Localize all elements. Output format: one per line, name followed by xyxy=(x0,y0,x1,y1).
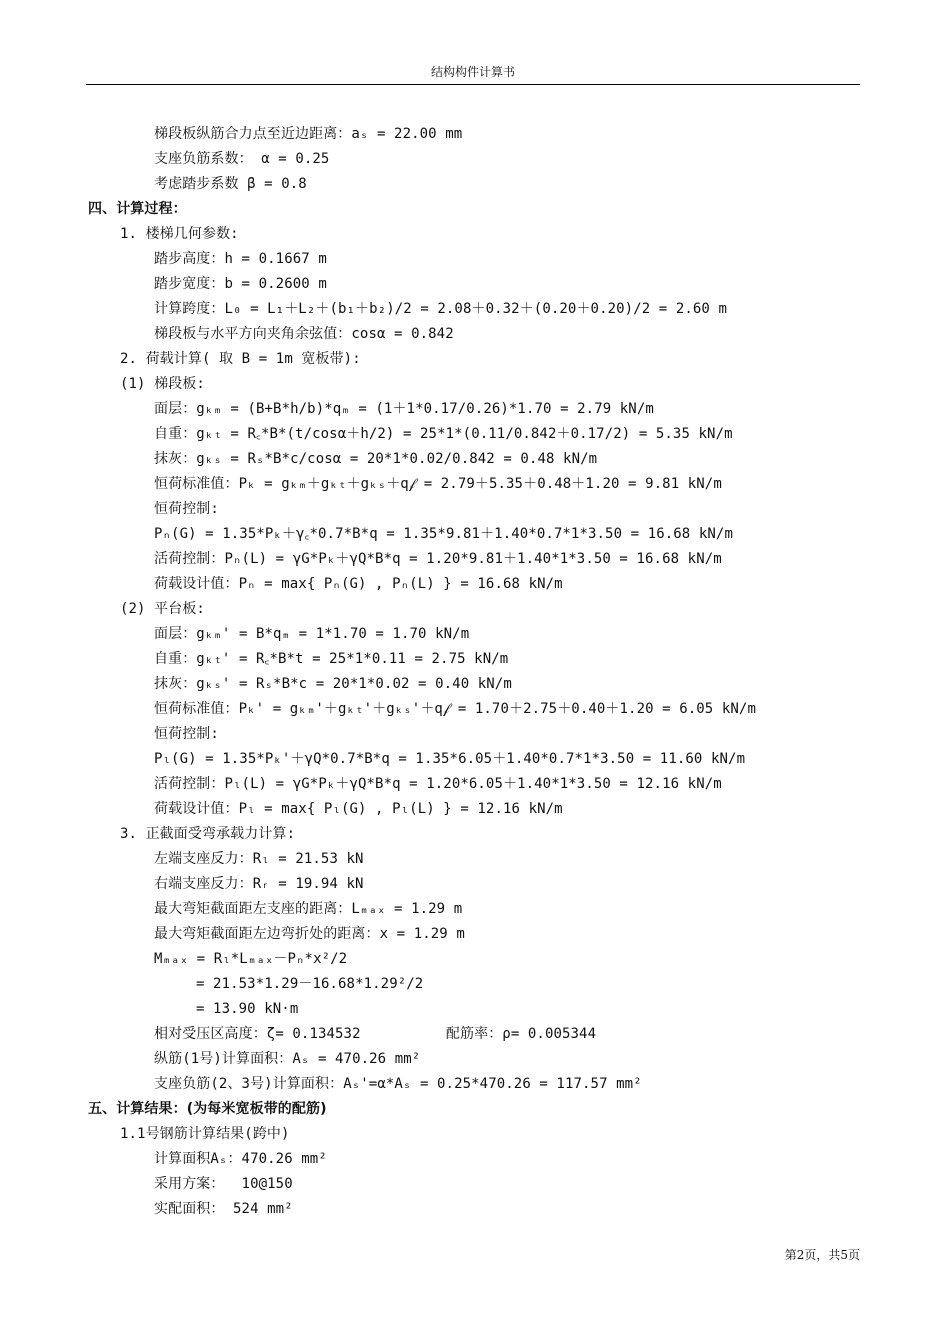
subsection-heading: 2. 荷载计算( 取 B = 1m 宽板带): xyxy=(120,351,361,367)
section-heading: 四、计算过程： xyxy=(88,201,187,217)
text-line: 恒荷标准值：Pₖ' = gₖₘ'＋gₖₜ'＋gₖₛ'＋q𝒻 = 1.70＋2.75＋0.40＋1.20 = 6.05 kN/m xyxy=(154,701,756,717)
page-header xyxy=(86,64,860,85)
text-line: 纵筋(1号)计算面积：Aₛ = 470.26 mm² xyxy=(154,1051,421,1067)
text-line: 抹灰：gₖₛ' = Rₛ*B*c = 20*1*0.02 = 0.40 kN/m xyxy=(154,676,512,692)
text-line: 活荷控制：Pₗ(L) = γG*Pₖ＋γQ*B*q = 1.20*6.05＋1.40*1*3.50 = 12.16 kN/m xyxy=(154,776,722,792)
header-title: 结构构件计算书 xyxy=(430,65,515,79)
text-line: 踏步宽度：b = 0.2600 m xyxy=(154,276,327,292)
text-line: 活荷控制：Pₙ(L) = γG*Pₖ＋γQ*B*q = 1.20*9.81＋1.40*1*3.50 = 16.68 kN/m xyxy=(154,551,722,567)
text-line: 考虑踏步系数 β = 0.8 xyxy=(154,176,307,192)
text-line: Mₘₐₓ = Rₗ*Lₘₐₓ－Pₙ*x²/2 xyxy=(154,951,348,967)
text-line: 计算面积Aₛ：470.26 mm² xyxy=(154,1151,327,1167)
text-line: 自重：gₖₜ = R꜀*B*(t/cosα＋h/2) = 25*1*(0.11/0.842＋0.17/2) = 5.35 kN/m xyxy=(154,426,733,442)
text-line: 恒荷控制: xyxy=(154,501,219,517)
text-line: 荷载设计值：Pₙ = max{ Pₙ(G) , Pₙ(L) } = 16.68 kN/m xyxy=(154,576,563,592)
text-line: 荷载设计值：Pₗ = max{ Pₗ(G) , Pₗ(L) } = 12.16 kN/m xyxy=(154,801,563,817)
subsection-heading: 3. 正截面受弯承载力计算: xyxy=(120,826,296,842)
text-line: 支座负筋系数： α = 0.25 xyxy=(154,151,330,167)
text-line: 恒荷标准值：Pₖ = gₖₘ＋gₖₜ＋gₖₛ＋q𝒻 = 2.79＋5.35＋0.48＋1.20 = 9.81 kN/m xyxy=(154,476,722,492)
text-line: 支座负筋(2、3号)计算面积：Aₛ'=α*Aₛ = 0.25*470.26 = 117.57 mm² xyxy=(154,1076,642,1092)
text-line: 梯段板纵筋合力点至近边距离：aₛ = 22.00 mm xyxy=(154,126,463,142)
text-line: 恒荷控制: xyxy=(154,726,219,742)
subsection-heading: 1.1号钢筋计算结果(跨中) xyxy=(120,1126,290,1142)
subsection-heading: (2) 平台板: xyxy=(120,601,205,617)
text-line: 采用方案： 10@150 xyxy=(154,1176,293,1192)
text-line: 左端支座反力：Rₗ = 21.53 kN xyxy=(154,851,364,867)
text-line: 右端支座反力：Rᵣ = 19.94 kN xyxy=(154,876,364,892)
text-line: 计算跨度：L₀ = L₁＋L₂＋(b₁＋b₂)/2 = 2.08＋0.32＋(0.20＋0.20)/2 = 2.60 m xyxy=(154,301,728,317)
text-line: 实配面积： 524 mm² xyxy=(154,1201,293,1217)
text-line: 抹灰：gₖₛ = Rₛ*B*c/cosα = 20*1*0.02/0.842 = 0.48 kN/m xyxy=(154,451,598,467)
text-line: 自重：gₖₜ' = R꜀*B*t = 25*1*0.11 = 2.75 kN/m xyxy=(154,651,509,667)
page-number: 第2页，共5页 xyxy=(784,1248,860,1262)
text-line: 最大弯矩截面距左边弯折处的距离：x = 1.29 m xyxy=(154,926,465,942)
text-line: = 21.53*1.29－16.68*1.29²/2 xyxy=(196,976,424,992)
section-heading: 五、计算结果：(为每米宽板带的配筋) xyxy=(88,1101,327,1117)
text-line: = 13.90 kN·m xyxy=(196,1001,299,1017)
subsection-heading: (1) 梯段板: xyxy=(120,376,205,392)
text-line: Pₙ(G) = 1.35*Pₖ＋γ꜀*0.7*B*q = 1.35*9.81＋1.40*0.7*1*3.50 = 16.68 kN/m xyxy=(154,526,733,542)
text-line: 最大弯矩截面距左支座的距离：Lₘₐₓ = 1.29 m xyxy=(154,901,463,917)
text-line: 相对受压区高度：ζ= 0.134532 配筋率：ρ= 0.005344 xyxy=(154,1026,597,1042)
text-line: 面层：gₖₘ' = B*qₘ = 1*1.70 = 1.70 kN/m xyxy=(154,626,470,642)
text-line: 面层：gₖₘ = (B+B*h/b)*qₘ = (1＋1*0.17/0.26)*1.70 = 2.79 kN/m xyxy=(154,401,654,417)
text-line: Pₗ(G) = 1.35*Pₖ'＋γQ*0.7*B*q = 1.35*6.05＋1.40*0.7*1*3.50 = 11.60 kN/m xyxy=(154,751,746,767)
text-line: 踏步高度：h = 0.1667 m xyxy=(154,251,327,267)
text-line: 梯段板与水平方向夹角余弦值：cosα = 0.842 xyxy=(154,326,454,342)
subsection-heading: 1. 楼梯几何参数: xyxy=(120,226,239,242)
page-footer xyxy=(700,1246,860,1263)
